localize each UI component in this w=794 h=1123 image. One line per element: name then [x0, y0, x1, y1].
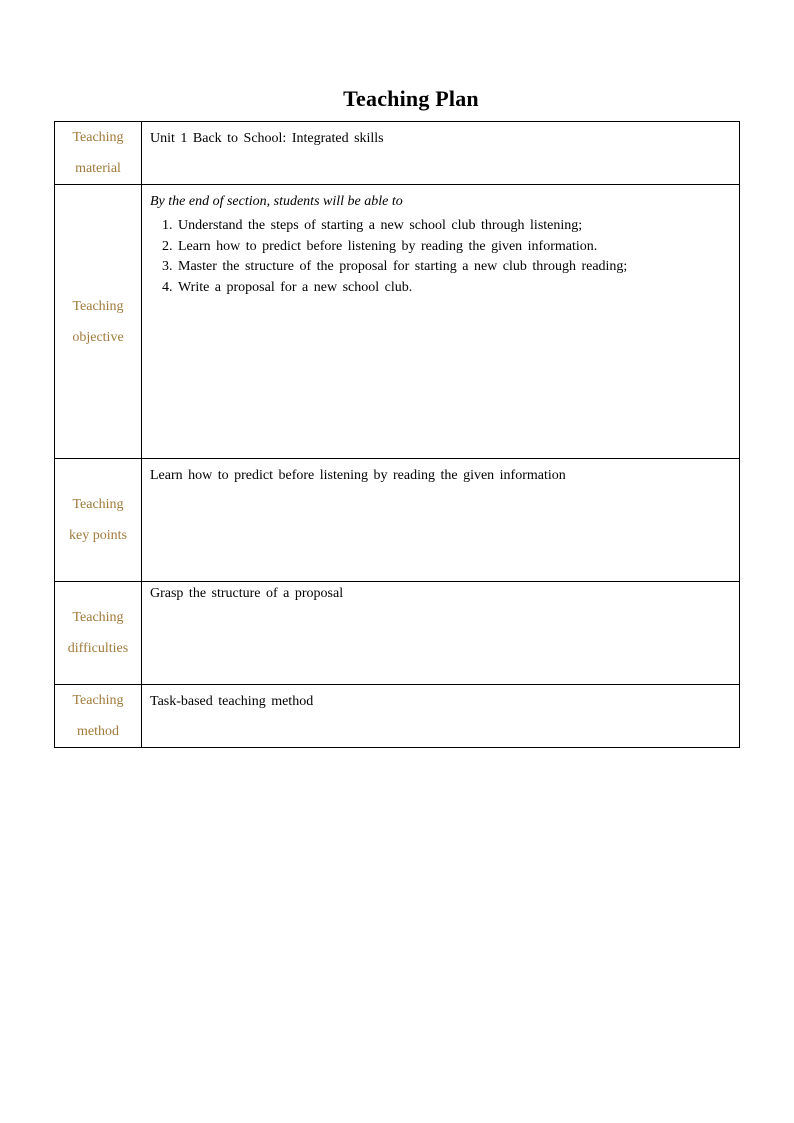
label-cell-difficulties: [55, 582, 142, 685]
objective-intro: By the end of section, students will be able to: [150, 194, 403, 209]
label-cell-key-points: [55, 459, 142, 582]
label-line: Teaching: [72, 497, 124, 512]
table-row-method: [55, 685, 740, 748]
label-cell-objective: [55, 185, 142, 459]
content-cell-difficulties: [142, 582, 740, 685]
difficulties-text: Grasp the structure of a proposal: [150, 586, 344, 601]
material-text: Unit 1 Back to School: Integrated skills: [150, 131, 384, 146]
label-cell-method: [55, 685, 142, 748]
label-line: method: [77, 724, 119, 739]
list-item: 1. Understand the steps of starting a new school club through listening;: [178, 216, 731, 237]
content-cell-objective: [142, 185, 740, 459]
content-cell-material: [142, 122, 740, 185]
label-cell-material: [55, 122, 142, 185]
label-line: objective: [72, 329, 124, 345]
content-cell-key-points: [142, 459, 740, 582]
key-points-text: Learn how to predict before listening by reading the given information: [150, 468, 566, 483]
label-line: Teaching: [72, 693, 124, 708]
content-cell-method: [142, 685, 740, 748]
teaching-plan-table: [54, 121, 740, 748]
table-row-material: [55, 122, 740, 185]
method-text: Task-based teaching method: [150, 694, 314, 709]
label-line: Teaching: [72, 130, 124, 145]
label-line: material: [75, 161, 121, 176]
label-line: Teaching: [72, 298, 124, 314]
objective-list: [150, 216, 731, 298]
list-item: 3. Master the structure of the proposal for starting a new club through reading;: [178, 257, 731, 278]
label-line: key points: [69, 528, 127, 543]
page-title: Teaching Plan: [343, 86, 479, 111]
list-item: 4. Write a proposal for a new school club.: [178, 278, 731, 299]
table-row-objective: [55, 185, 740, 459]
table-row-difficulties: [55, 582, 740, 685]
label-line: difficulties: [67, 641, 129, 656]
label-line: Teaching: [72, 610, 124, 625]
list-item: 2. Learn how to predict before listening by reading the given information.: [178, 237, 731, 258]
table-row-key-points: [55, 459, 740, 582]
